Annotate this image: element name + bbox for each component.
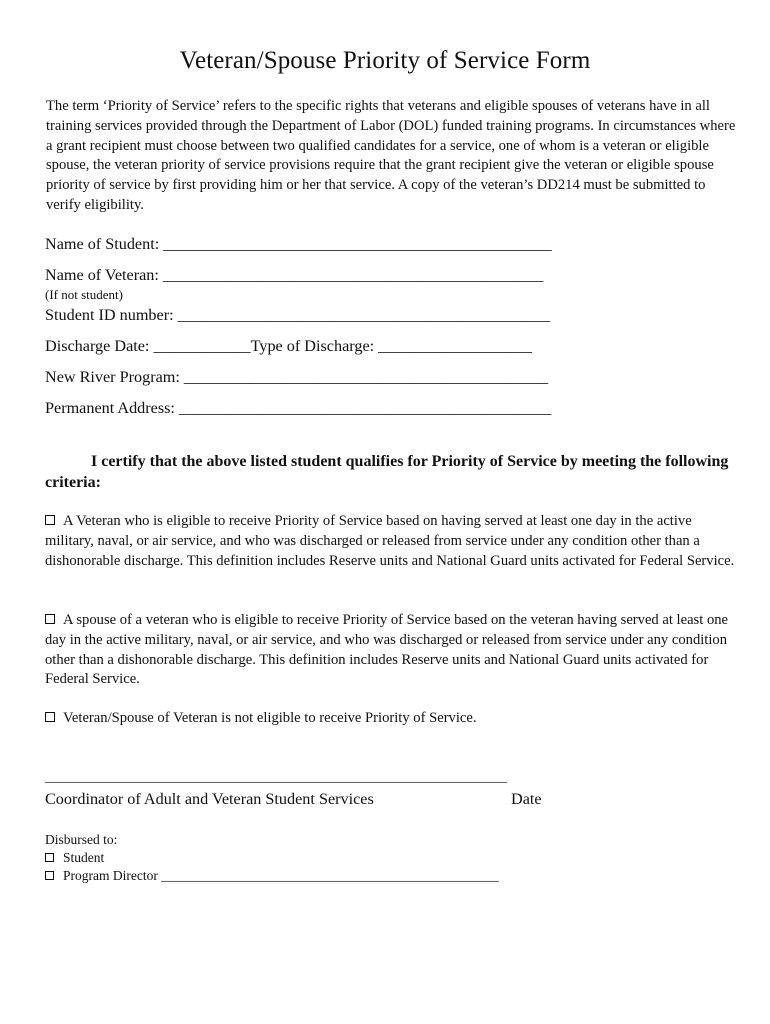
- option-veteran: [45, 512, 735, 571]
- student-checkbox[interactable]: [45, 853, 54, 862]
- student-name-field[interactable]: Name of Student: ________________________________________________: [45, 235, 552, 253]
- coordinator-label: Coordinator of Adult and Veteran Student Services: [45, 790, 374, 808]
- veteran-checkbox[interactable]: [45, 515, 55, 525]
- veteran-name-field[interactable]: Name of Veteran: _______________________________________________: [45, 266, 544, 284]
- option-spouse: [45, 611, 735, 690]
- option-spouse-text: A spouse of a veteran who is eligible to receive Priority of Service based on the veteran having served at least one day in the active military, naval, or air service, and who was discharged or released from service under any condition other than a dishonorable discharge. This definition includes Reserve units and National Guard units activated for Federal Service.: [45, 612, 729, 688]
- student-id-field[interactable]: Student ID number: ______________________________________________: [45, 306, 550, 324]
- program-field[interactable]: New River Program: _____________________________________________: [45, 368, 549, 386]
- disbursed-director-text[interactable]: Program Director __________________________________________________: [63, 868, 499, 883]
- director-checkbox[interactable]: [45, 871, 54, 880]
- disbursed-label: Disbursed to:: [45, 832, 118, 847]
- intro-paragraph: The term ‘Priority of Service’ refers to the specific rights that veterans and eligible spouses of veterans have in all training services provided through the Department of Labor (DOL) funded training programs. In circumstances where a grant recipient must choose between two qualified candidates for a service, one of whom is a veteran or eligible spouse, the veteran priority of service provisions require that the grant recipient give the veteran or eligible spouse priority of service by first providing him or her that service. A copy of the veteran’s DD214 must be submitted to verify eligibility.: [46, 98, 736, 213]
- date-label: Date: [511, 790, 542, 808]
- disbursed-student: [45, 850, 104, 866]
- veteran-name-note: (If not student): [45, 287, 123, 302]
- option-not-eligible: [45, 709, 735, 729]
- disbursed-director: [45, 868, 499, 884]
- spouse-checkbox[interactable]: [45, 614, 55, 624]
- option-not-eligible-text: Veteran/Spouse of Veteran is not eligible to receive Priority of Service.: [63, 710, 477, 726]
- disbursed-student-text: Student: [63, 850, 105, 865]
- discharge-fields[interactable]: Discharge Date: ____________Type of Discharge: ___________________: [45, 337, 532, 355]
- signature-line[interactable]: __________________________________________________________________: [45, 770, 507, 785]
- not-eligible-checkbox[interactable]: [45, 712, 55, 722]
- address-field[interactable]: Permanent Address: ______________________________________________: [45, 399, 552, 417]
- option-veteran-text: A Veteran who is eligible to receive Priority of Service based on having served at least one day in the active military, naval, or air service, and who was discharged or released from service under any condition other than a dishonorable discharge. This definition includes Reserve units and National Guard units activated for Federal Service.: [45, 513, 735, 569]
- form-title: Veteran/Spouse Priority of Service Form: [179, 47, 591, 74]
- certify-statement: I certify that the above listed student qualifies for Priority of Service by meeting the following criteria:: [45, 453, 729, 491]
